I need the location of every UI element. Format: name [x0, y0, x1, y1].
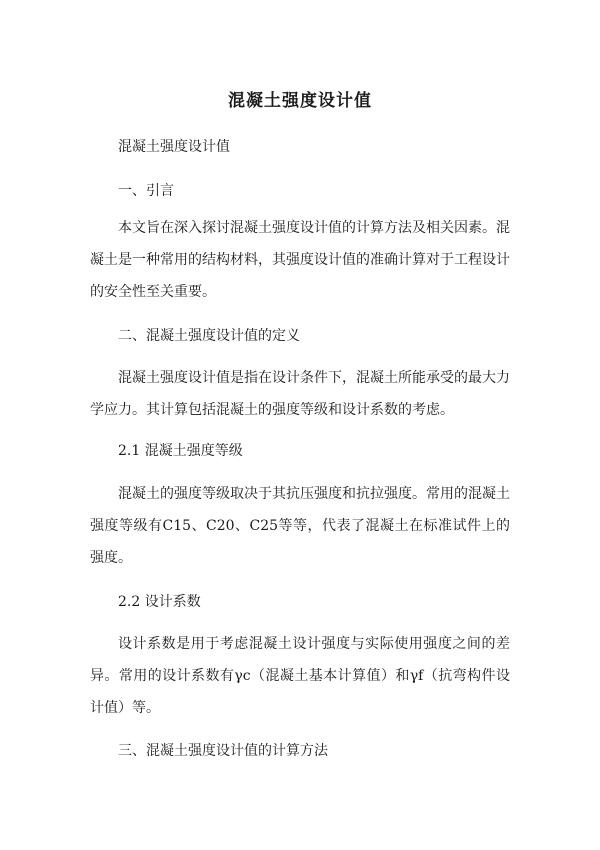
section-heading: 三、混凝土强度设计值的计算方法 — [118, 743, 328, 759]
section-heading: 混凝土强度设计值 — [118, 139, 230, 155]
section-heading: 2.1 混凝土强度等级 — [118, 443, 243, 459]
section-heading: 二、混凝土强度设计值的定义 — [118, 328, 300, 344]
paragraph: 混凝土的强度等级取决于其抗压强度和抗拉强度。常用的混凝土强度等级有C15、C20、C25等等，代表了混凝土在标准试件上的强度。 — [90, 486, 510, 566]
paragraph: 混凝土强度设计值是指在设计条件下，混凝土所能承受的最大力学应力。其计算包括混凝土的强度等级和设计系数的考虑。 — [90, 370, 510, 418]
paragraph: 本文旨在深入探讨混凝土强度设计值的计算方法及相关因素。混凝土是一种常用的结构材料，其强度设计值的准确计算对于工程设计的安全性至关重要。 — [90, 220, 510, 300]
paragraph: 设计系数是用于考虑混凝土设计强度与实际使用强度之间的差异。常用的设计系数有γc（混凝土基本计算值）和γf（抗弯构件设计值）等。 — [90, 636, 510, 716]
section-heading: 2.2 设计系数 — [118, 594, 201, 610]
document-title: 混凝土强度设计值 — [228, 91, 372, 111]
section-heading: 一、引言 — [118, 183, 174, 199]
